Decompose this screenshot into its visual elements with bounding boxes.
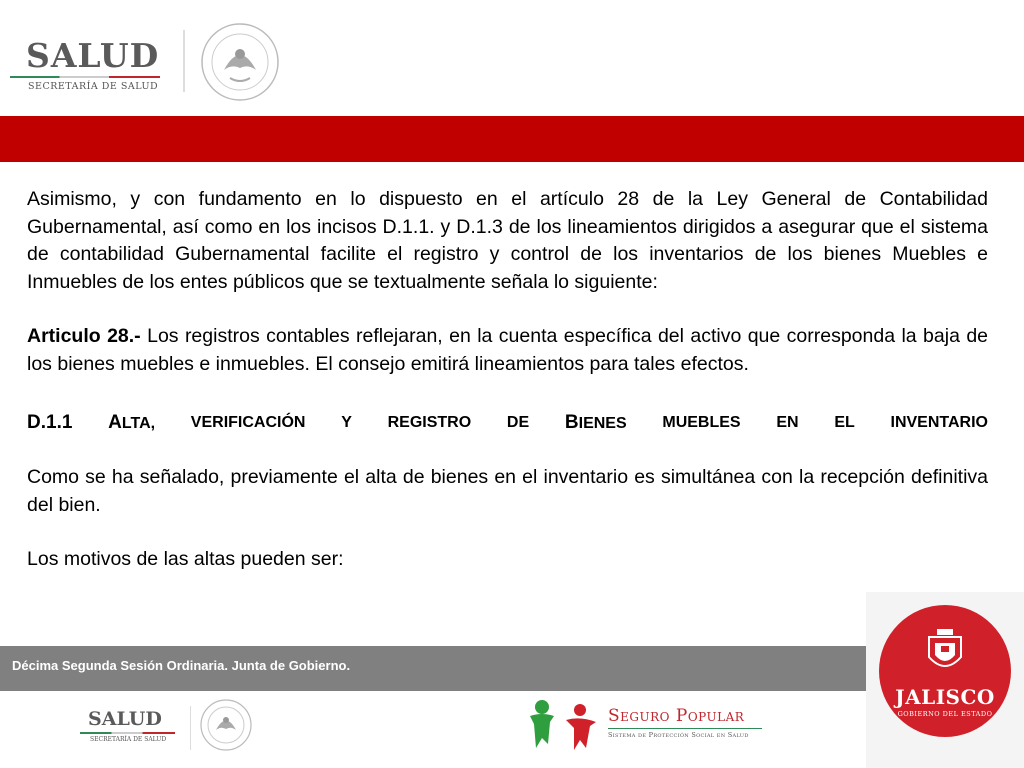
seguro-popular-logo	[526, 698, 766, 754]
article-paragraph	[27, 323, 988, 378]
jalisco-name: JALISCO	[895, 685, 995, 709]
header	[0, 0, 1024, 116]
heading-word: VERIFICACIÓN	[190, 414, 306, 431]
article-label: Articulo 28.-	[27, 325, 141, 347]
jalisco-crest-icon	[923, 627, 967, 677]
heading-word: DE	[506, 414, 530, 431]
heading-word: REGISTRO	[387, 414, 472, 431]
heading-word: INVENTARIO	[890, 414, 988, 431]
heading-word: MUEBLES	[662, 414, 741, 431]
heading-word: Y	[341, 414, 352, 431]
definition-paragraph: Como se ha señalado, previamente el alta de bienes en el inventario es simultánea con la recepción definitiva del bien.	[27, 466, 988, 516]
seguro-popular-title: Seguro Popular	[608, 706, 745, 726]
article-text: Los registros contables reflejaran, en la cuenta específica del activo que corresponda la baja de los bienes muebles e inmuebles. El consejo emitirá lineamientos para tales efectos.	[27, 325, 989, 375]
footer-salud-subtitle: SECRETARÍA DE SALUD	[90, 736, 167, 743]
heading-word: BIENES	[564, 412, 627, 433]
title-band	[0, 116, 1024, 162]
heading-word: EL	[834, 414, 855, 431]
seguro-popular-figures-icon	[526, 698, 602, 754]
intro-paragraph: Asimismo, y con fundamento en lo dispuesto en el artículo 28 de la Ley General de Contabilidad Gubernamental, así como en los incisos D.1.1. y D.1.3 de los lineamientos dirigidos a asegurar que el sistema de contabilidad Gubernamental facilite el registro y control de los inventarios de los bienes Muebles e Inmuebles de los entes públicos que se textualmente señala lo siguiente:	[27, 188, 988, 293]
salud-logo	[10, 28, 170, 98]
salud-logo-line	[10, 76, 160, 78]
footer-logo-divider	[190, 706, 191, 750]
salud-logo-title: SALUD	[26, 36, 160, 75]
footer-bar	[0, 646, 866, 691]
section-heading	[27, 409, 988, 437]
seguro-popular-subtitle: Sistema de Protección Social en Salud	[608, 731, 749, 739]
footer-mexican-seal-icon	[196, 697, 256, 753]
heading-word: ALTA,	[108, 412, 156, 433]
heading-word: D.1.1	[27, 412, 73, 433]
footer-salud-logo	[80, 708, 180, 748]
main-content	[27, 186, 988, 574]
footer-salud-title: SALUD	[88, 708, 162, 730]
jalisco-subtitle: GOBIERNO DEL ESTADO	[897, 710, 993, 718]
jalisco-logo	[879, 605, 1011, 737]
jalisco-logo-area	[866, 592, 1024, 768]
session-label: Décima Segunda Sesión Ordinaria. Junta de Gobierno.	[12, 658, 351, 673]
logo-divider	[183, 30, 185, 92]
heading-word: EN	[776, 414, 799, 431]
mexican-seal-icon	[194, 20, 286, 104]
reasons-paragraph: Los motivos de las altas pueden ser:	[27, 548, 344, 570]
salud-logo-subtitle: SECRETARÍA DE SALUD	[28, 81, 159, 92]
